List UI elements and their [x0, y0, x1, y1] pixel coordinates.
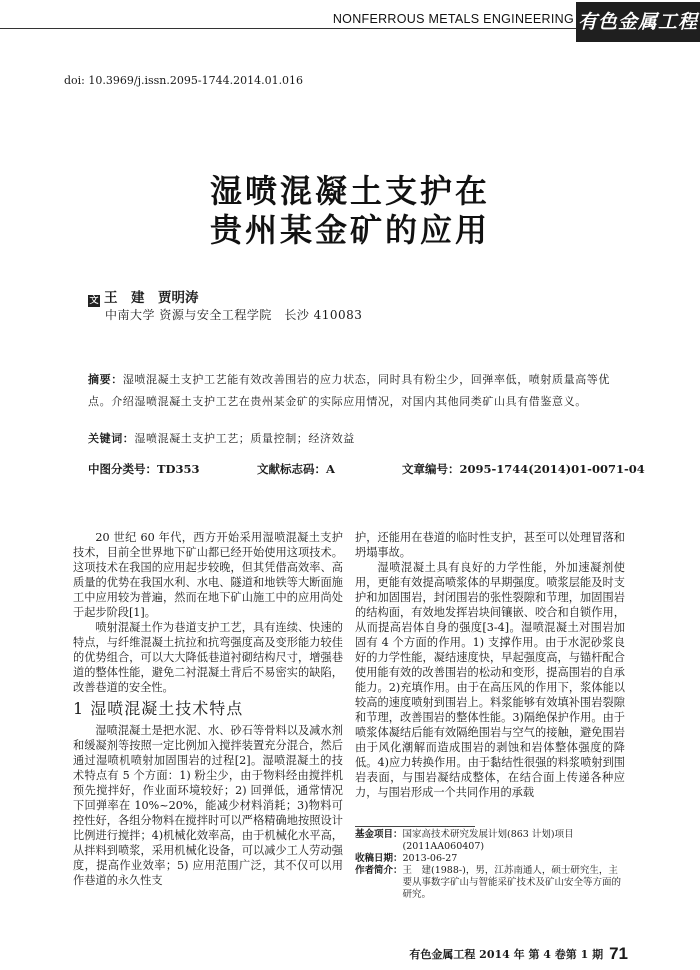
doc-code: 文献标志码：A — [257, 462, 335, 476]
left-column — [73, 530, 343, 888]
page-footer — [409, 944, 628, 964]
paragraph: 湿喷混凝土具有良好的力学性能，外加速凝剂使用，更能有效提高喷浆体的早期强度。喷浆层能及时支护和加固围岩，封闭围岩的张性裂隙和节理，加固围岩的结构面，有效地发挥岩块间镶嵌、咬合和自锁作用，从而提高岩体自身的强度[3-4]。湿喷混凝土对围岩加固有 4 个方面的作用。1) 支撑作用。由于水泥砂浆良好的力学性能，凝结速度快，早起强度高，与锚杆配合使用能有效的改善围岩的松动和变形，提高围岩的自承能力。2)充填作用。由于在高压风的作用下，浆体能以较高的速度喷射到围岩上。料浆能够有效填补围岩裂隙和节理，改善围岩的整体性能。3)隔绝保护作用。由于喷浆体凝结后能有效隔绝围岩与空气的接触，避免围岩由于风化潮解而造成围岩的剥蚀和岩体整体强度的降低。4)应力转换作用。由于黏结性很强的料浆喷射到围岩表面，与围岩凝结成整体，在结合面上传递各种应力，与围岩形成一个共同作用的承载 — [355, 561, 625, 799]
fund-row — [355, 829, 627, 853]
clc-number: 中图分类号：TD353 — [88, 462, 200, 476]
paragraph: 喷射混凝土作为巷道支护工艺，具有连续、快速的特点，与纤维混凝土抗拉和抗弯强度高及变形能力较佳的优势组合，可以大大降低巷道衬砌结构尺寸，增强巷道的整体性能，避免二衬混凝土背后不易密实的缺陷，改善巷道的安全性。 — [73, 621, 343, 694]
abstract-text: 湿喷混凝土支护工艺能有效改善围岩的应力状态，同时具有粉尘少，回弹率低，喷射质量高等优点。介绍湿喷混凝土支护工艺在贵州某金矿的实际应用情况，对国内其他同类矿山具有借鉴意义。 — [88, 373, 611, 408]
authors — [88, 286, 199, 307]
date-text: 2013-06-27 — [402, 853, 458, 864]
fund-label: 基金项目： — [355, 829, 403, 840]
author-bio-text: 王 建(1988-)，男，江苏南通人，硕士研究生，主要从事数字矿山与智能采矿技术及矿山安全等方面的研究。 — [402, 865, 622, 900]
header-rule — [0, 28, 576, 29]
paragraph: 护，还能用在巷道的临时性支护，甚至可以处理冒落和坍塌事故。 — [355, 531, 625, 559]
author-bio-row — [355, 865, 627, 901]
abstract-label: 摘要： — [88, 373, 123, 386]
paragraph: 20 世纪 60 年代，西方开始采用湿喷混凝土支护技术，目前全世界地下矿山都已经开始使用这项技术。这项技术在我国的应用起步较晚，但其凭借高效率、高质量的优势在我国水利、水电、隧道和地铁等大断面施工中应用较为普遍，然而在地下矿山施工中的应用尚处于起步阶段[1]。 — [73, 531, 343, 619]
article-number: 文章编号：2095-1744(2014)01-0071-04 — [402, 462, 645, 476]
author-names: 王 建 贾明涛 — [104, 290, 199, 306]
date-label: 收稿日期： — [355, 853, 403, 864]
affiliation: 中南大学 资源与安全工程学院 长沙 410083 — [105, 308, 363, 322]
journal-name-en: NONFERROUS METALS ENGINEERING — [332, 12, 574, 26]
author-mark-icon: 文 — [89, 296, 99, 306]
footer-journal: 有色金属工程 2014 年 第 4 卷第 1 期 — [409, 948, 604, 961]
journal-logo: 有色金属工程 — [576, 2, 700, 42]
title-line-1: 湿喷混凝土支护在 — [209, 172, 490, 210]
keywords-label: 关键词： — [88, 432, 135, 445]
fund-text: 国家高技术研究发展计划(863 计划)项目 (2011AA060407) — [402, 829, 574, 852]
section-heading: 1 湿喷混凝土技术特点 — [73, 699, 244, 718]
footnote — [355, 829, 627, 901]
paragraph: 湿喷混凝土是把水泥、水、砂石等骨料以及减水剂和缓凝剂等按照一定比例加入搅拌装置充分混合，然后通过湿喷机喷射加固围岩的过程[2]。湿喷混凝土的技术特点有 5 个方面：1) 粉尘少，由于物料经由搅拌机预先搅拌好，作业面环境较好；2) 回弹低，通常情况下回弹率在 10%~20%，能减少材料消耗；3)物料可控性好，各组分物料在搅拌时可以严格精确地按照设计比例进行搅拌；4)机械化效率高，由于机械化水平高，从拌料到喷浆，采用机械化设备，可以减少工人劳动强度，提高作业效率；5) 应用范围广泛，其不仅可以用作巷道的永久性支 — [73, 724, 343, 887]
title-line-2: 贵州某金矿的应用 — [209, 211, 490, 249]
footnote-rule — [355, 826, 475, 827]
author-bio-label: 作者简介： — [355, 865, 403, 876]
doi: doi: 10.3969/j.issn.2095-1744.2014.01.016 — [64, 74, 304, 87]
date-row — [355, 853, 627, 865]
abstract — [88, 369, 613, 413]
page-number: 71 — [609, 944, 628, 963]
keywords-text: 湿喷混凝土支护工艺；质量控制；经济效益 — [134, 432, 355, 445]
right-column — [355, 530, 625, 800]
keywords — [88, 431, 613, 447]
